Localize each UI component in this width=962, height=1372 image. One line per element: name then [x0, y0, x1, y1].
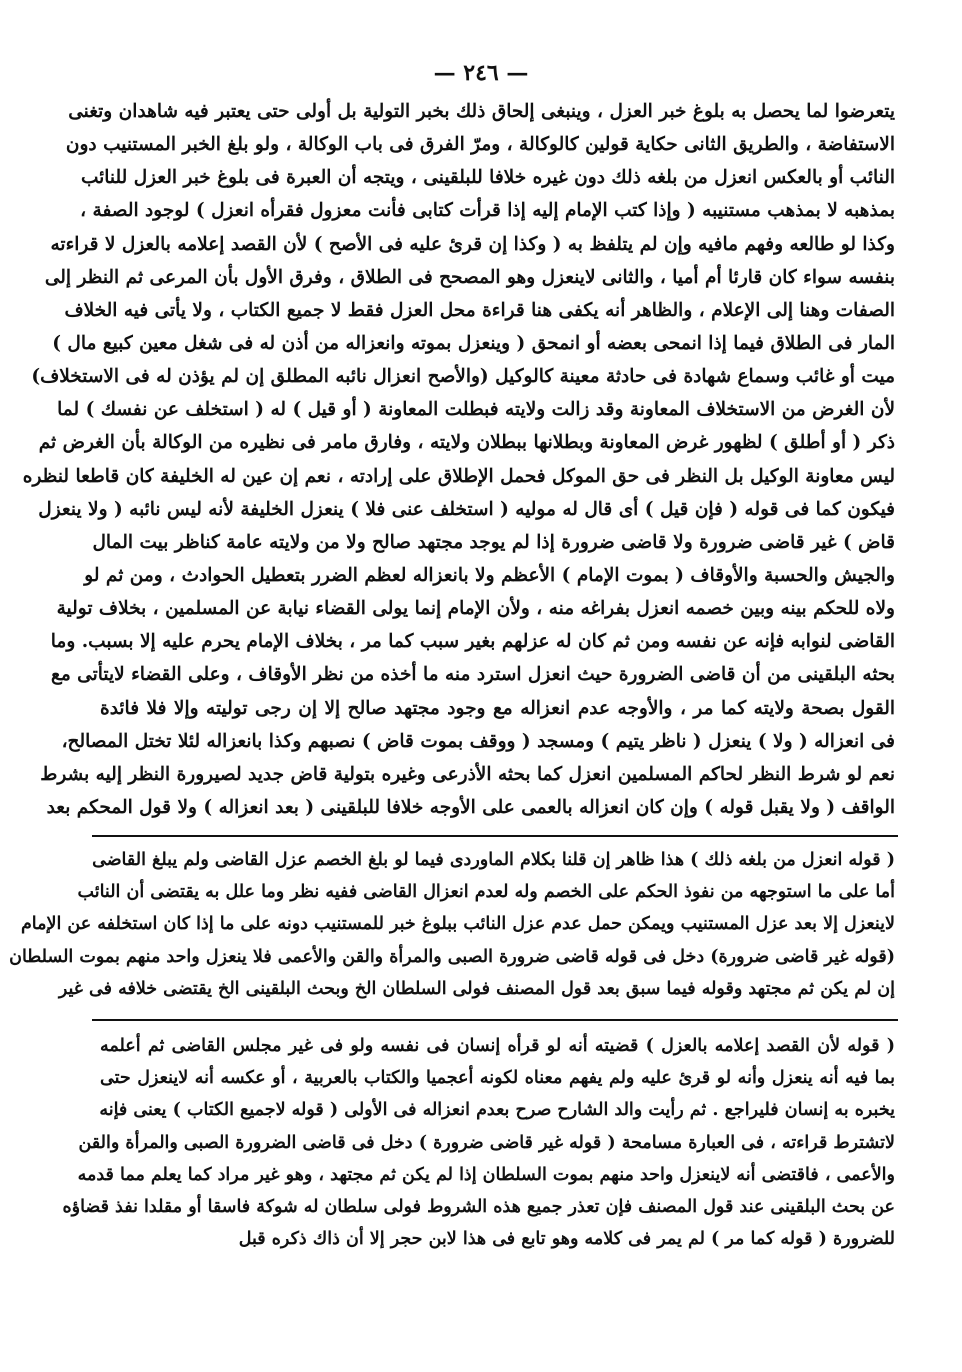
text-line: يتعرضوا لما يحصل به بلوغ خبر العزل ، وينبغى إلحاق ذلك بخبر التولية بل أولى حتى يعتبر فيه شاهدان وتغنى	[68, 101, 895, 122]
note-line: عن بحث البلقينى عند قول المصنف فإن تعذر جميع هذه الشروط فولى سلطان له شوكة فاسقا أو مقلدا نفذ قضاؤه	[62, 1196, 895, 1217]
text-line: وكذا لو طالعه وفهم مافيه وإن لم يتلفظ به ( وكذا إن قرئ عليه فى الأصح ) لأن القصد إعلامه بالعزل لا قراءته	[50, 233, 895, 255]
text-line: ولاه للحكم بينه وبين خصمه انعزل بفراغه منه ، ولأن الإمام إنما يولى القضاء نيابة عن المسلمين ، بخلاف تولية	[56, 598, 895, 620]
text-line: والجيش والحسبة والأوقاف ( بموت الإمام ) الأعظم ولا بانعزاله لعظم الضرر بتعطيل الحوادث ، ومن ثم لو	[84, 564, 895, 586]
note-line: (قوله غير قاضى ضرورة) دخل فى قوله قاضى ضرورة الصبى والمرأة والقن والأعمى فلا ينعزل واحد منهم بموت السلطان	[9, 946, 895, 967]
text-line: القاضى لنوابه فإنه عن نفسه ومن ثم كان له عزلهم بغير سبب كما مر ، بخلاف الإمام يحرم عليه إلا بسبب. وما	[50, 631, 895, 653]
note-line: ( قوله لأن القصد إعلامه بالعزل ) قضيته أنه لو قرأه إنسان فى نفسه ولو فى غير مجلس القاضى ثم أعلمه	[100, 1036, 895, 1056]
text-line: ميت أو غائب وسماع شهادة فى حادثة معينة كالوكيل (والأصح انعزال نائبه المطلق إن لم يؤذن له فى الاستخلاف)	[31, 366, 895, 388]
text-line: الواقف ( ولا يقبل قوله ) وإن كان انعزاله بالعمى على الأوجه خلافا للبلقينى ( بعد انعزاله ) ولا قول المحكم بعد	[46, 796, 895, 818]
text-line: لأن الغرض من الاستخلاف المعاونة وقد زالت ولايته فبطلت المعاونة ( أو قيل ) له ( استخلف عن نفسك ) لما	[57, 399, 895, 421]
text-line: فى انعزاله ( ولا ) ينعزل ( ناظر يتيم ) ومسجد ( ووقف بموت قاض ) نصبهم وكذا بانعزاله لئلا تختل المصالح،	[61, 730, 895, 752]
text-line: الصفات وهنا إلى الإعلام ، والظاهر أنه يكفى هنا قراءة محل العزل فقط لا جميع الكتاب ، ولا يأتى فيه الخلاف	[64, 299, 895, 321]
text-line: بحثه البلقينى من أن قاضى الضرورة حيث انعزل استرد منه ما أخذه من نظر الأوقاف ، وعلى القضاء لايتأتى مع	[50, 664, 895, 686]
section-divider	[92, 835, 898, 837]
footnotes-block-2	[62, 1030, 895, 1255]
note-line: لاينعزل إلا بعد عزل المستنيب ويمكن حمل عدم عزل النائب ببلوغ خبر للمستنيب دونه على ما إذا كان استخلفه عن الإمام	[20, 914, 895, 935]
note-line: للضرورة ( قوله كما مر ) لم يمر فى كلامه وهو تابع فى هذا لابن حجر إلا أن ذاك ذكره قبل	[238, 1229, 895, 1250]
text-line: القول بصحة ولايته كما مر ، والأوجه عدم انعزاله مع وجود مجتهد صالح إلا إن رجى توليته وإلا فلا فائدة	[100, 697, 895, 719]
text-line: نعم لو شرط النظر لحاكم المسلمين انعزل كما بحثه الأذرعى وغيره بتولية قاض جديد لصيرورة النظر إليه بشرط	[40, 763, 895, 785]
footnotes-block-1	[9, 844, 895, 1005]
text-line: ليس معاونة الوكيل بل النظر فى حق الموكل فحمل الإطلاق على إرادته ، نعم إن عين له الخليفة كان قاطعا لنظره	[22, 465, 895, 487]
text-line: بمذهبه لا بمذهب مستنيبه ( وإذا كتب الإمام إليه إذا قرأت كتابى فأنت معزول فقرأه انعزل ) لوجود الصفة ،	[80, 200, 895, 222]
note-line: بما فيه أنه ينعزل وأنه لو قرئ عليه ولم يفهم معناه لكونه أعجميا والكتاب بالعربية ، أو عكسه أنه لاينعزل حتى	[100, 1068, 895, 1089]
note-line: إن لم يكن ثم مجتهد وقوله فيما سبق بعد قول المصنف فولى السلطان الخ وبحث البلقينى الخ يقتضى خلافه فى غير	[58, 978, 895, 999]
text-line: المار فى الطلاق فيما إذا انمحى بعضه أو انمحق ( وينعزل بموته وانعزاله من أذن له فى شغل معين كبيع مال )	[52, 332, 895, 354]
main-text	[22, 95, 895, 824]
section-divider	[92, 1019, 898, 1021]
text-line: قاض ) غير قاضى ضرورة ولا قاضى ضرورة إذا لم يوجد مجتهد صالح ولا من ولايته عامة كناظر بيت المال	[92, 531, 895, 553]
note-line: أما على ما استوجهه من نفوذ الحكم على الخصم وله لعدم انعزال القاضى ففيه نظر وما علل به يقتضى أن النائب	[77, 882, 895, 903]
note-line: ( قوله انعزل من بلغه ذلك ) هذا ظاهر إن قلنا بكلام الماوردى فيما لو بلغ الخصم عزل القاضى ولم يبلغ القاضى	[92, 850, 895, 870]
page-number: — ٢٤٦ —	[433, 60, 529, 86]
note-line: لاتشترط قراءته ، فى العبارة مسامحة ( قوله غير قاضى ضرورة ) دخل فى قاضى الضرورة الصبى والمرأة والقن	[78, 1132, 895, 1153]
text-line: بنفسه سواء كان قارئا أم أميا ، والثانى لاينعزل وهو المصحح فى الطلاق ، وفرق الأول بأن المرعى ثم النظر إلى	[44, 266, 895, 288]
note-line: والأعمى ، فاقتضى أنه لاينعزل واحد منهم بموت السلطان إذا لم يكن ثم مجتهد ، وهو غير مراد كما يعلم مما قدمه	[77, 1164, 895, 1185]
text-line: النائب أو بالعكس انعزل من بلغه ذلك دون غيره خلافا للبلقينى ، ويتجه أن العبرة فى بلوغ خبر العزل للنائب	[80, 167, 895, 189]
text-line: فيكون كما فى قوله ( فإن قيل ) أى قال له موليه ( استخلف عنى فلا ) ينعزل الخليفة لأنه ليس نائبه ( ولا ينعزل	[38, 498, 895, 520]
note-line: يخبره به إنسان فليراجع . ثم رأيت والد الشارح صرح بعدم انعزاله فى الأولى ( قوله لاجميع الكتاب ) يعنى فإنه	[99, 1100, 895, 1121]
text-line: الاستفاضة ، والطريق الثانى حكاية قولين كالوكالة ، ومرّ الفرق فى باب الوكالة ، ولو بلغ الخبر المستنيب دون	[65, 134, 895, 156]
text-line: ذكر ( أو أطلق ) لظهور غرض المعاونة وبطلانها ببطلان ولايته ، وفارق مامر فى نظيره من الوكالة بأن الغرض ثم	[38, 432, 895, 454]
